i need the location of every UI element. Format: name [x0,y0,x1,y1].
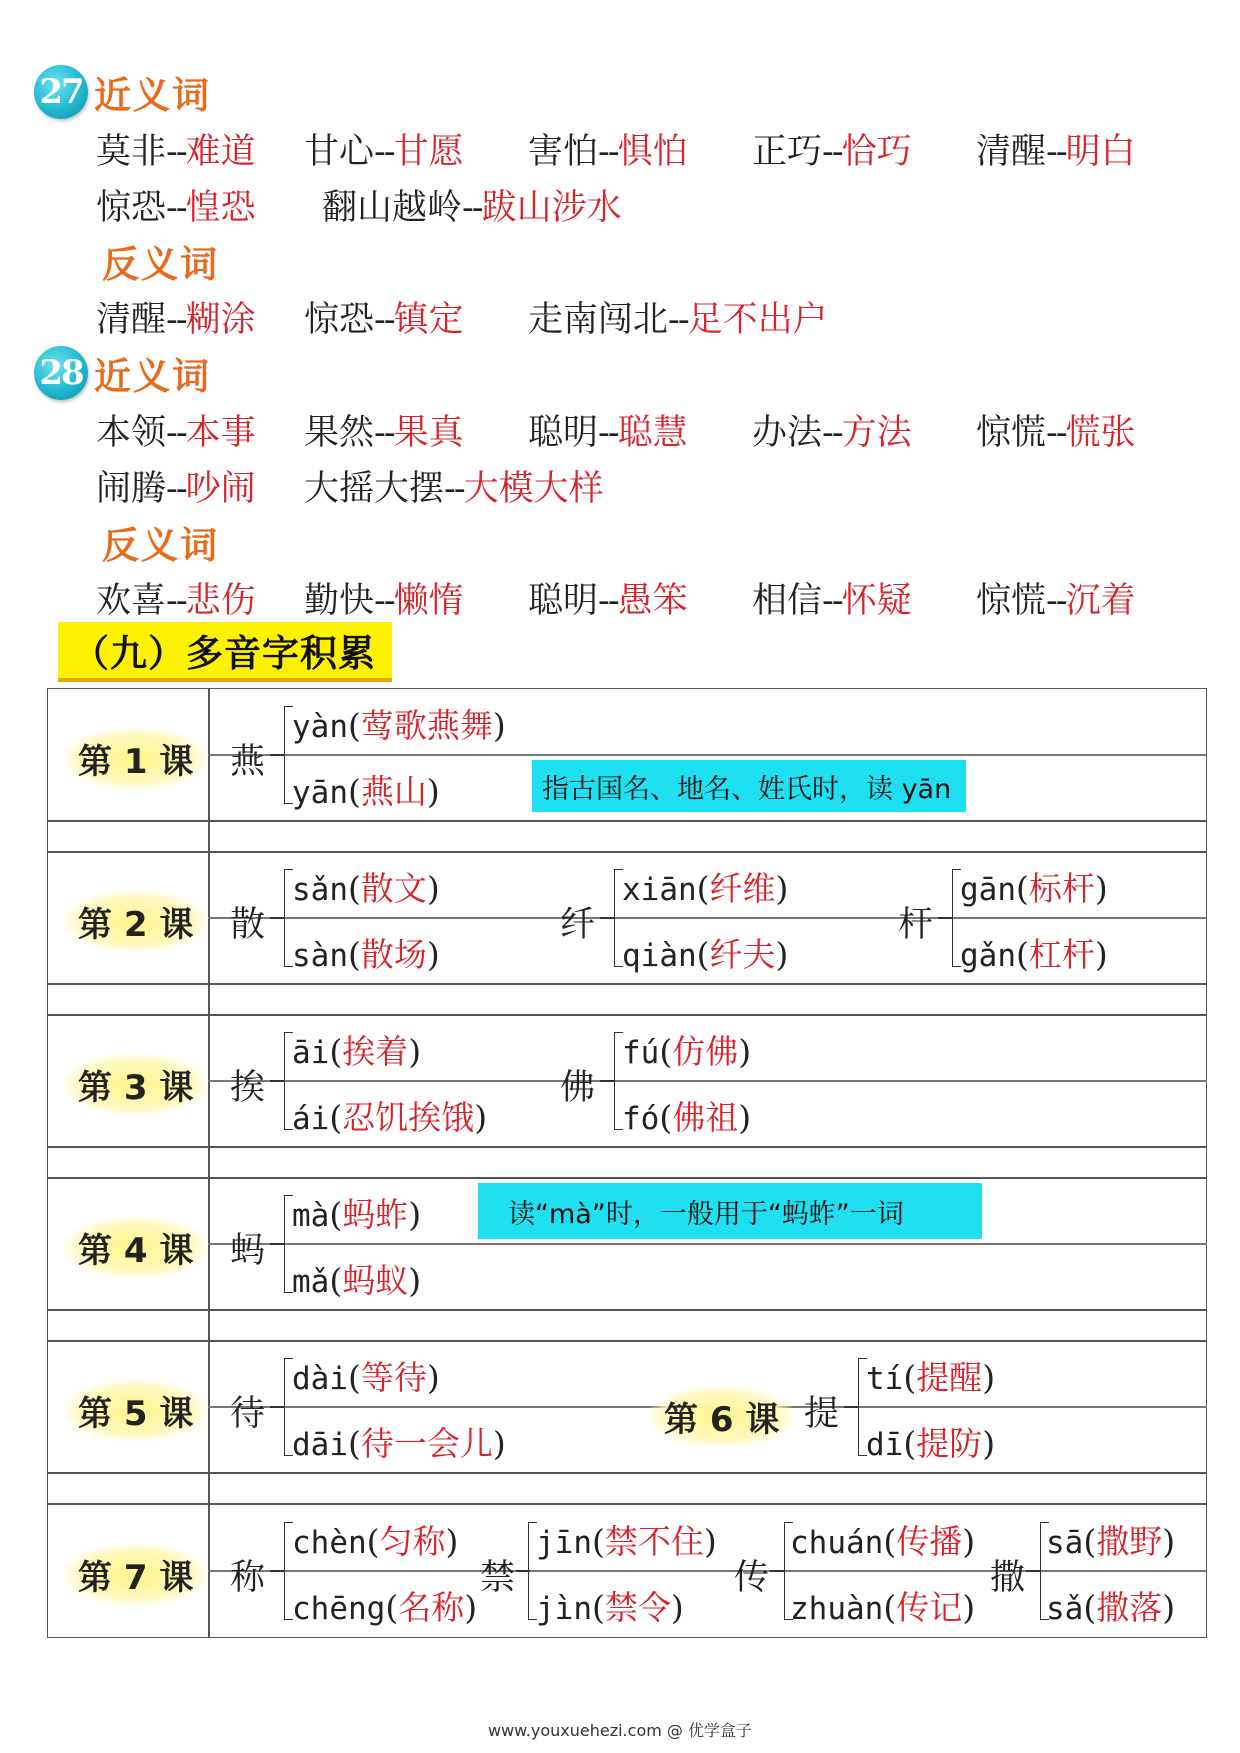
polyphone-char: 撒 [990,1558,1026,1598]
lesson-label: 第 3 课 [64,1054,207,1115]
connector [270,1570,284,1572]
antonym-title: 反义词 [102,523,219,567]
word-pair: 走南闯北--足不出户 [528,300,828,340]
word-pair: 本领--本事 [96,413,256,453]
row-divider [47,851,1207,853]
row-divider [47,1309,1207,1311]
connector [600,917,614,919]
word-pair: 聪明--愚笨 [528,581,688,621]
polyphone-char: 纤 [560,905,596,945]
reading: ái(忍饥挨饿) [292,1098,488,1137]
reading: sàn(散场) [292,935,440,974]
word-pair: 大摇大摆--大模大样 [304,469,604,509]
lesson-27-header [34,62,211,122]
connector [270,917,284,919]
polyphone-char: 挨 [230,1068,266,1108]
word-pair: 欢喜--悲伤 [96,581,256,621]
reading: mǎ(蚂蚁) [292,1261,422,1300]
reading: jìn(禁令) [536,1588,684,1627]
word-pair: 害怕--惧怕 [528,132,688,172]
polyphone-char: 杆 [898,905,934,945]
lesson-label: 第 6 课 [650,1386,793,1447]
word-pair: 果然--果真 [304,413,464,453]
connector [1026,1570,1040,1572]
footer-watermark: www.youxuehezi.com @ 优学盒子 [488,1721,752,1740]
reading: gǎn(杠杆) [960,935,1108,974]
lesson-number-badge: 28 [34,346,88,400]
section-title: （九）多音字积累 [58,622,392,682]
connector [600,1080,614,1082]
row-divider [47,1472,1207,1474]
word-pair: 清醒--糊涂 [96,300,256,340]
lesson-28-header [34,343,211,403]
reading: sǎn(散文) [292,869,440,908]
word-pair: 莫非--难道 [96,132,256,172]
row-divider [47,1146,1207,1148]
reading: mà(蚂蚱) [292,1195,422,1234]
reading: sǎ(撒落) [1046,1588,1176,1627]
reading: gān(标杆) [960,869,1108,908]
polyphone-char: 散 [230,905,266,945]
row-divider [47,820,1207,822]
word-pair: 正巧--恰巧 [752,132,912,172]
connector [844,1406,858,1408]
lesson-number-badge: 27 [34,65,88,119]
word-pair: 甘心--甘愿 [304,132,464,172]
connector [270,1406,284,1408]
row-divider [47,1503,1207,1505]
word-pair: 办法--方法 [752,413,912,453]
polyphone-char: 佛 [560,1068,596,1108]
synonym-title: 近义词 [94,73,211,117]
polyphone-char: 待 [230,1394,266,1434]
reading: tí(提醒) [866,1358,996,1397]
row-divider [47,1014,1207,1016]
word-pair: 惊慌--慌张 [976,413,1136,453]
connector [270,1080,284,1082]
antonym-title: 反义词 [102,242,219,286]
polyphone-char: 燕 [230,742,266,782]
reading: dāi(待一会儿) [292,1424,506,1463]
reading: yàn(莺歌燕舞) [292,706,506,745]
row-midline [208,754,1207,756]
row-divider [47,983,1207,985]
reading: āi(挨着) [292,1032,422,1071]
row-midline [208,1080,1207,1082]
reading: xiān(纤维) [622,869,789,908]
reading: dī(提防) [866,1424,996,1463]
connector [770,1570,784,1572]
connector [938,917,952,919]
word-pair: 闹腾--吵闹 [96,469,256,509]
word-pair: 翻山越岭--跋山涉水 [322,188,622,228]
reading: chēng(名称) [292,1588,478,1627]
word-pair: 聪明--聪慧 [528,413,688,453]
reading: yān(燕山) [292,772,440,811]
lesson-label: 第 2 课 [64,891,207,952]
word-pair: 勤快--懒惰 [304,581,464,621]
word-pair: 清醒--明白 [976,132,1136,172]
row-midline [208,917,1207,919]
lesson-label: 第 7 课 [64,1544,207,1605]
row-divider [47,1177,1207,1179]
polyphone-char: 称 [230,1558,266,1598]
connector [270,1243,284,1245]
synonym-title: 近义词 [94,354,211,398]
reading: fó(佛祖) [622,1098,752,1137]
polyphone-char: 传 [734,1558,770,1598]
connector [270,754,284,756]
polyphone-char: 蚂 [230,1231,266,1271]
lesson-label: 第 5 课 [64,1380,207,1441]
reading: fú(仿佛) [622,1032,752,1071]
reading: jīn(禁不住) [536,1522,717,1561]
word-pair: 相信--怀疑 [752,581,912,621]
word-pair: 惊恐--镇定 [304,300,464,340]
reading: zhuàn(传记) [790,1588,976,1627]
word-pair: 惊慌--沉着 [976,581,1136,621]
lesson-label: 第 4 课 [64,1217,207,1278]
reading: qiàn(纤夫) [622,935,789,974]
column-divider [208,688,210,1638]
reading: chèn(匀称) [292,1522,459,1561]
usage-note: 指古国名、地名、姓氏时，读 yān [532,760,966,812]
reading: dài(等待) [292,1358,440,1397]
polyphone-char: 禁 [480,1558,516,1598]
reading: chuán(传播) [790,1522,976,1561]
usage-note: 读“mà”时，一般用于“蚂蚱”一词 [478,1183,982,1239]
polyphone-char: 提 [804,1394,840,1434]
reading: sā(撒野) [1046,1522,1176,1561]
lesson-label: 第 1 课 [64,728,207,789]
row-midline [208,1570,1207,1572]
row-divider [47,1340,1207,1342]
polyphone-table [47,688,1207,1638]
word-pair: 惊恐--惶恐 [96,188,256,228]
row-midline [208,1243,1207,1245]
